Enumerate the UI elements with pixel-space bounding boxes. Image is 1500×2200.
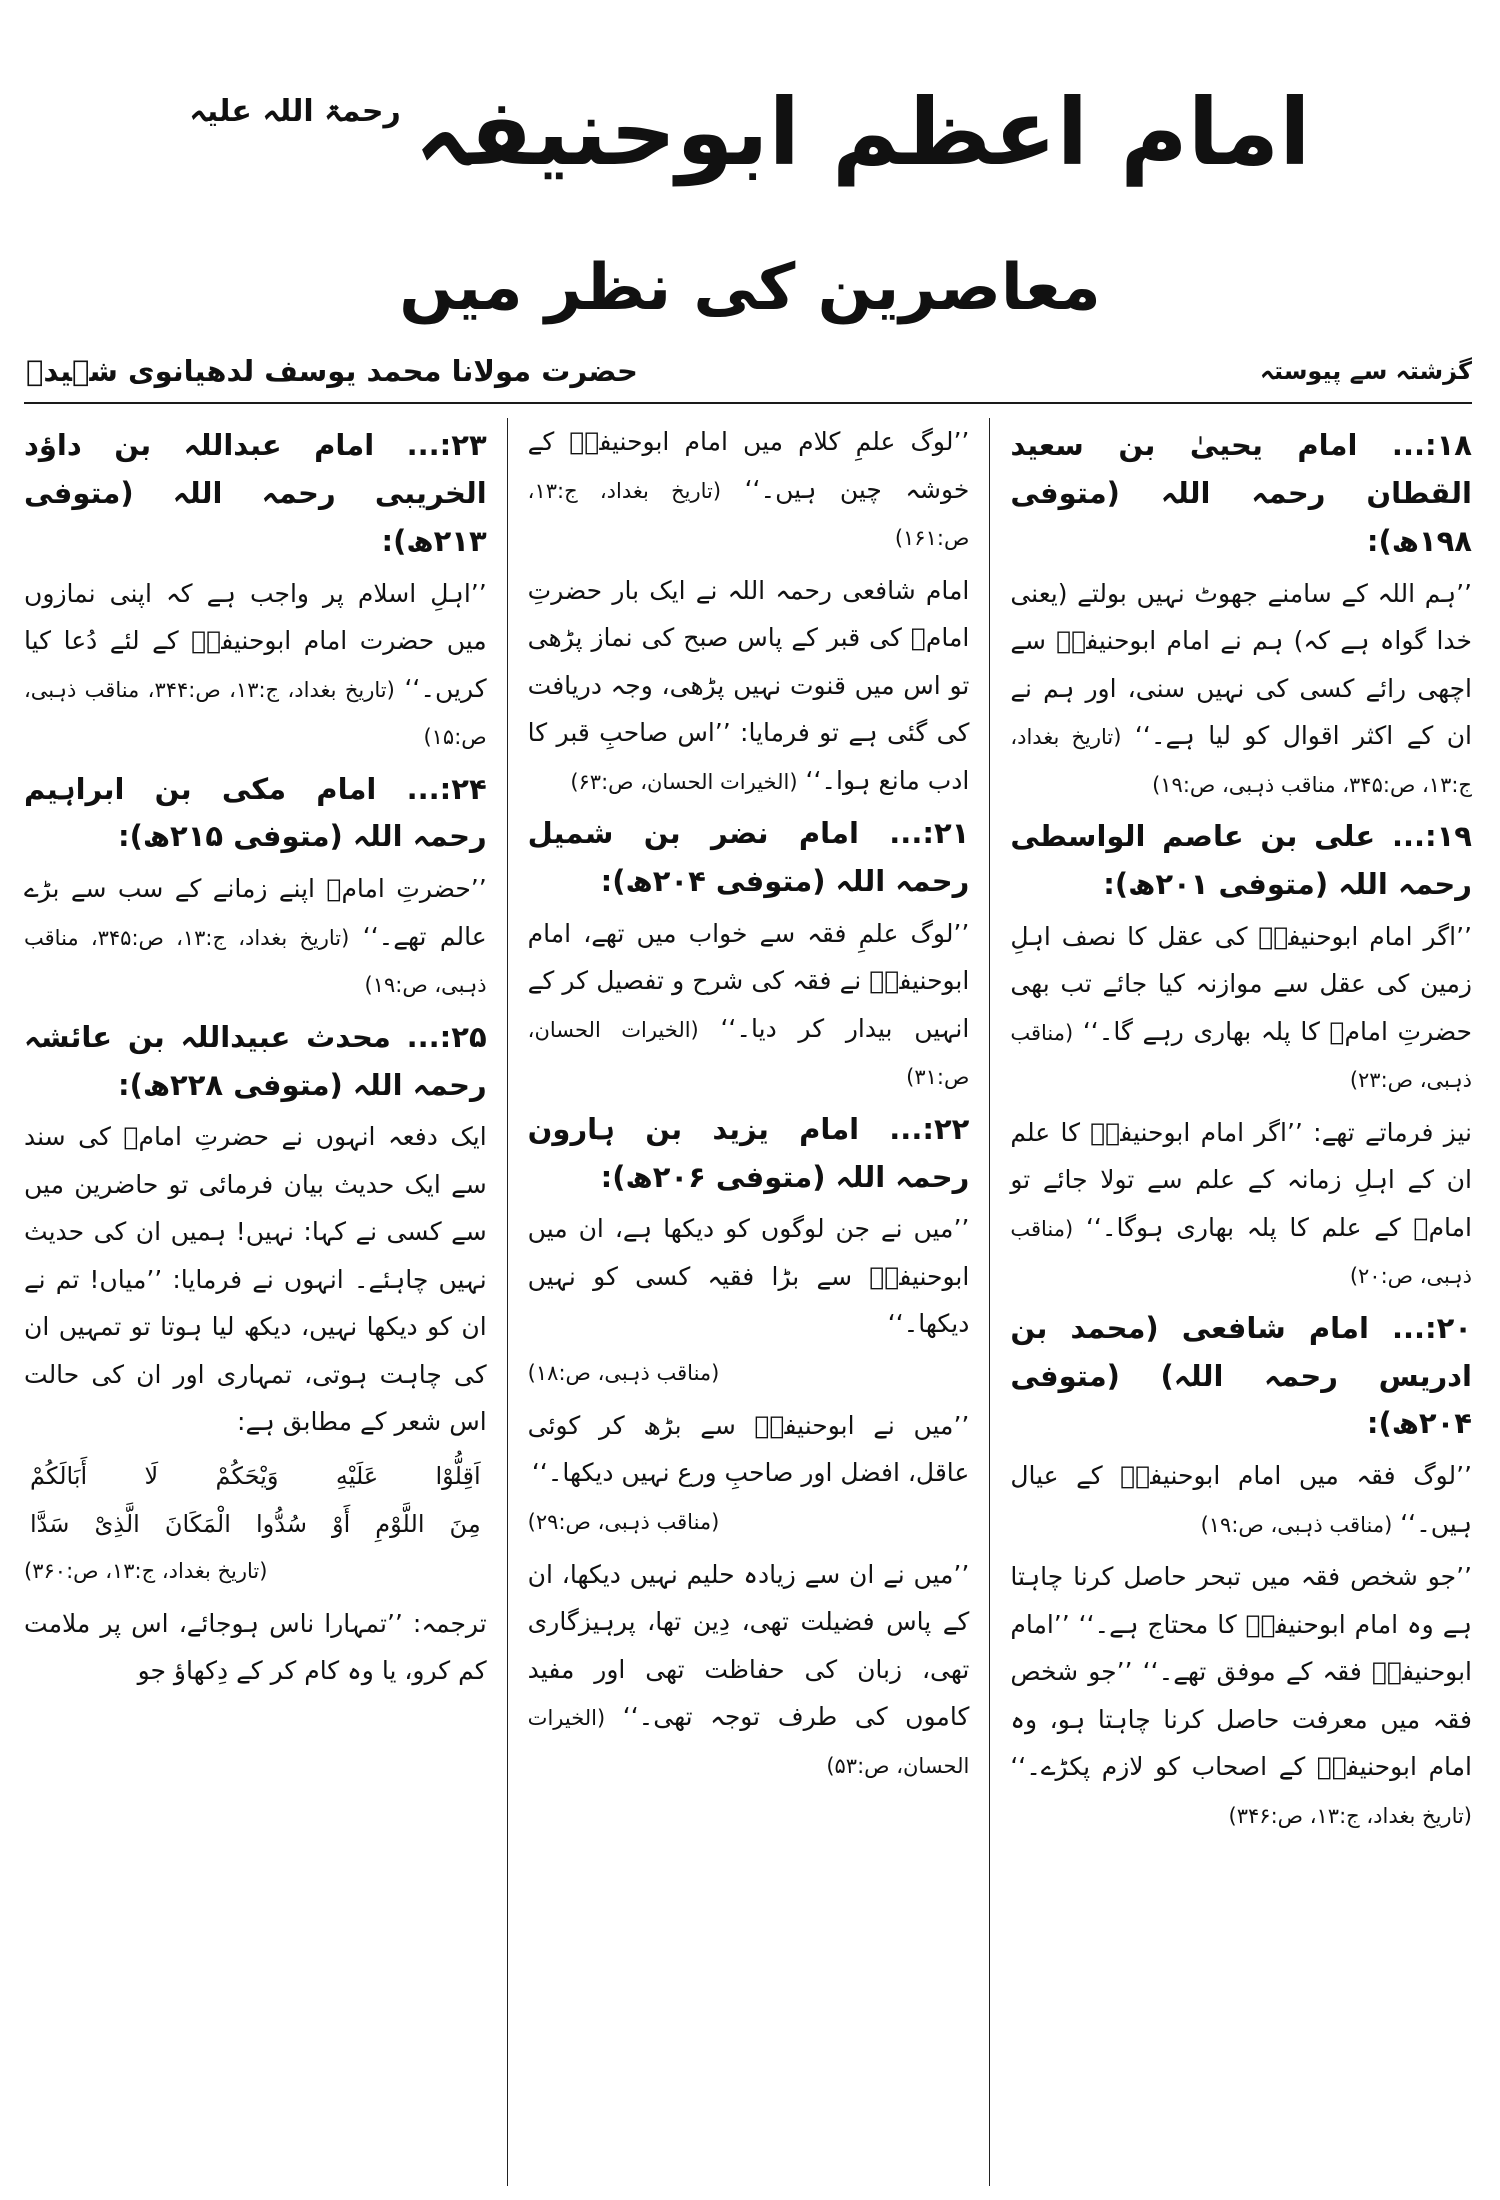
quote-paragraph bbox=[528, 418, 970, 561]
header-rule bbox=[24, 402, 1472, 404]
narrative-paragraph: ایک دفعہ انہوں نے حضرتِ امامؒ کی سند سے ایک حدیث بیان فرمائی تو حاضرین میں سے کسی نے کہا: نہیں! ہمیں ان کی حدیث نہیں چاہئے۔ انہوں نے فرمایا: ’’میاں! تم نے ان کو دیکھا نہیں، دیکھ لیا ہوتا تو تمہیں ان کی چاہت ہوتی، تمہاری اور ان کی حالت اس شعر کے مطابق ہے: bbox=[24, 1122, 487, 1437]
quote-paragraph bbox=[1010, 1452, 1472, 1547]
quote-paragraph: ’’میں نے ابوحنیفہؒ سے بڑھ کر کوئی عاقل، افضل اور صاحبِ ورع نہیں دیکھا۔‘‘ bbox=[527, 1410, 970, 1488]
citation: (تاریخ بغداد، ج:۱۳، ص:۳۴۵، مناقب ذہبی، ص:۱۹) bbox=[24, 925, 487, 998]
quote-text: ’’لوگ فقہ میں امام ابوحنیفہؒ کے عیال ہیں۔‘‘ bbox=[1010, 1461, 1472, 1538]
continued-label: گزشتہ سے پیوستہ bbox=[1259, 357, 1472, 385]
quote-paragraph bbox=[528, 567, 970, 805]
section-heading: ۲۲:... امام یزید بن ہارون رحمہ اللہ (متوفی ۲۰۶ھ): bbox=[527, 1111, 970, 1194]
citation: (مناقب ذہبی، ص:۲۹) bbox=[527, 1509, 720, 1534]
arabic-verse-line: مِنَ اللَّوْمِ أَوْ سُدُّوا الْمَكَانَ الَّذِىْ سَدَّا bbox=[30, 1509, 481, 1538]
section-heading: ۱۸:... امام یحییٰ بن سعید القطان رحمہ اللہ (متوفی ۱۹۸ھ): bbox=[1010, 428, 1472, 558]
section-heading: ۲۵:... محدث عبیداللہ بن عائشہ رحمہ اللہ (متوفی ۲۲۸ھ): bbox=[24, 1019, 487, 1102]
citation: (الخیرات الحسان، ص:۵۳) bbox=[527, 1706, 970, 1778]
citation: (تاریخ بغداد، ج:۱۳، ص:۳۴۵، مناقب ذہبی، ص:۱۹) bbox=[1010, 725, 1472, 797]
citation: (تاریخ بغداد، ج:۱۳، ص:۳۴۶) bbox=[1228, 1803, 1472, 1828]
author-byline: حضرت مولانا محمد یوسف لدھیانوی شہیدؒ bbox=[26, 354, 638, 388]
quote-paragraph bbox=[1010, 1109, 1472, 1299]
citation: (مناقب ذہبی، ص:۱۹) bbox=[1200, 1512, 1393, 1537]
section-heading: ۱۹:... علی بن عاصم الواسطی رحمہ اللہ (متوفی ۲۰۱ھ): bbox=[1010, 819, 1472, 901]
arabic-verse-line: اَقِلُّوْا عَلَیْهِ وَیْحَكُمْ لَا أَبَالَكُمْ bbox=[30, 1461, 481, 1490]
citation: (الخیرات الحسان، ص:۳۱) bbox=[527, 1017, 970, 1090]
quote-paragraph bbox=[528, 1551, 970, 1789]
title-main-text: امام اعظم ابوحنیفہ bbox=[414, 79, 1311, 186]
byline-row bbox=[26, 346, 1472, 396]
quote-text: ’’اگر امام ابوحنیفہؒ کی عقل کا نصف اہلِ زمین کی عقل سے موازنہ کیا جائے تب بھی حضرتِ امامؒ کا پلہ بھاری رہے گا۔‘‘ bbox=[1010, 921, 1472, 1046]
citation: (الخیرات الحسان، ص:۶۳) bbox=[570, 769, 798, 794]
quote-paragraph bbox=[1010, 913, 1472, 1103]
section-heading: ۲۱:... امام نضر بن شمیل رحمہ اللہ (متوفی ۲۰۴ھ): bbox=[527, 816, 970, 898]
citation: (تاریخ بغداد، ج:۱۳، ص:۳۶۰) bbox=[24, 1558, 268, 1583]
quote-text: نیز فرماتے تھے: ’’اگر امام ابوحنیفہؒ کا علم ان کے اہلِ زمانہ کے علم سے تولا جائے تو امامؒ کے علم کا پلہ بھاری ہوگا۔‘‘ bbox=[1010, 1117, 1472, 1242]
quote-text: ’’اہلِ اسلام پر واجب ہے کہ اپنی نمازوں میں حضرت امام ابوحنیفہؒ کے لئے دُعا کیا کریں۔‘‘ bbox=[24, 578, 487, 703]
quote-text: ’’جو شخص فقہ میں تبحر حاصل کرنا چاہتا ہے وہ امام ابوحنیفہؒ کا محتاج ہے۔‘‘ ’’امام ابوحنیفہؒ فقہ کے موفق تھے۔‘‘ ’’جو شخص فقہ میں معرفت حاصل کرنا چاہتا ہو، وہ امام ابوحنیفہؒ کے اصحاب کو لازم پکڑے۔‘‘ bbox=[1010, 1562, 1472, 1782]
column-left bbox=[24, 418, 507, 2186]
section-heading: ۲۴:... امام مکی بن ابراہیم رحمہ اللہ (متوفی ۲۱۵ھ): bbox=[24, 771, 487, 854]
title-honorific: رحمۃ اللہ علیہ bbox=[189, 94, 401, 129]
quote-paragraph bbox=[24, 570, 487, 760]
quote-paragraph bbox=[24, 865, 487, 1008]
quote-text: ’’حضرتِ امامؒ اپنے زمانے کے سب سے بڑے عالم تھے۔‘‘ bbox=[24, 874, 487, 951]
section-heading: ۲۳:... امام عبداللہ بن داؤد الخریبی رحمہ اللہ (متوفی ۲۱۳ھ): bbox=[24, 428, 487, 558]
quote-text: ’’لوگ علمِ فقہ سے خواب میں تھے، امام ابوحنیفہؒ نے فقہ کی شرح و تفصیل کر کے انہیں بیدار کر دیا۔‘‘ bbox=[527, 918, 970, 1043]
quote-text: ’’لوگ علمِ کلام میں امام ابوحنیفہؒ کے خوشہ چین ہیں۔‘‘ bbox=[527, 427, 970, 504]
citation: (تاریخ بغداد، ج:۱۳، ص:۳۴۴، مناقب ذہبی، ص:۱۵) bbox=[24, 677, 487, 750]
article-subtitle: معاصرین کی نظر میں bbox=[399, 251, 1101, 325]
quote-paragraph: ’’میں نے جن لوگوں کو دیکھا ہے، ان میں ابوحنیفہؒ سے بڑا فقیہ کسی کو نہیں دیکھا۔‘‘ bbox=[527, 1214, 970, 1339]
article-columns bbox=[24, 418, 1472, 2186]
quote-paragraph bbox=[528, 910, 970, 1100]
column-right bbox=[989, 418, 1472, 2186]
citation: (مناقب ذہبی، ص:۲۳) bbox=[1010, 1020, 1472, 1093]
column-middle bbox=[507, 418, 990, 2186]
arabic-verse bbox=[24, 1452, 487, 1548]
quote-paragraph bbox=[1010, 1553, 1472, 1838]
quote-text: ’’ہم اللہ کے سامنے جھوٹ نہیں بولتے (یعنی خدا گواہ ہے کہ) ہم نے امام ابوحنیفہؒ سے اچھی رائے کسی کی نہیں سنی، اور ہم نے ان کے اکثر اقوال کو لیا ہے۔‘‘ bbox=[1010, 578, 1472, 751]
citation: (مناقب ذہبی، ص:۲۰) bbox=[1010, 1216, 1472, 1289]
quote-text: ’’میں نے ان سے زیادہ حلیم نہیں دیکھا، ان کے پاس فضیلت تھی، دِین تھا، پرہیزگاری تھی، زبان کی حفاظت تھی اور مفید کاموں کی طرف توجہ تھی۔‘‘ bbox=[527, 1559, 970, 1732]
translation-paragraph: ترجمہ: ’’تمہارا ناس ہوجائے، اس پر ملامت کم کرو، یا وہ کام کر کے دِکھاؤ جو bbox=[24, 1608, 487, 1686]
quote-text: امام شافعی رحمہ اللہ نے ایک بار حضرتِ امامؒ کی قبر کے پاس صبح کی نماز پڑھی تو اس میں قنوت نہیں پڑھی، وجہ دریافت کی گئی ہے تو فرمایا: ’’اس صاحبِ قبر کا ادب مانع ہوا۔‘‘ bbox=[527, 575, 970, 795]
section-heading: ۲۰:... امام شافعی (محمد بن ادریس رحمہ اللہ) (متوفی ۲۰۴ھ): bbox=[1010, 1310, 1472, 1441]
quote-paragraph bbox=[1010, 570, 1472, 808]
citation: (تاریخ بغداد، ج:۱۳، ص:۱۶۱) bbox=[527, 478, 970, 550]
citation: (مناقب ذہبی، ص:۱۸) bbox=[527, 1360, 720, 1385]
article-title bbox=[0, 58, 1500, 218]
